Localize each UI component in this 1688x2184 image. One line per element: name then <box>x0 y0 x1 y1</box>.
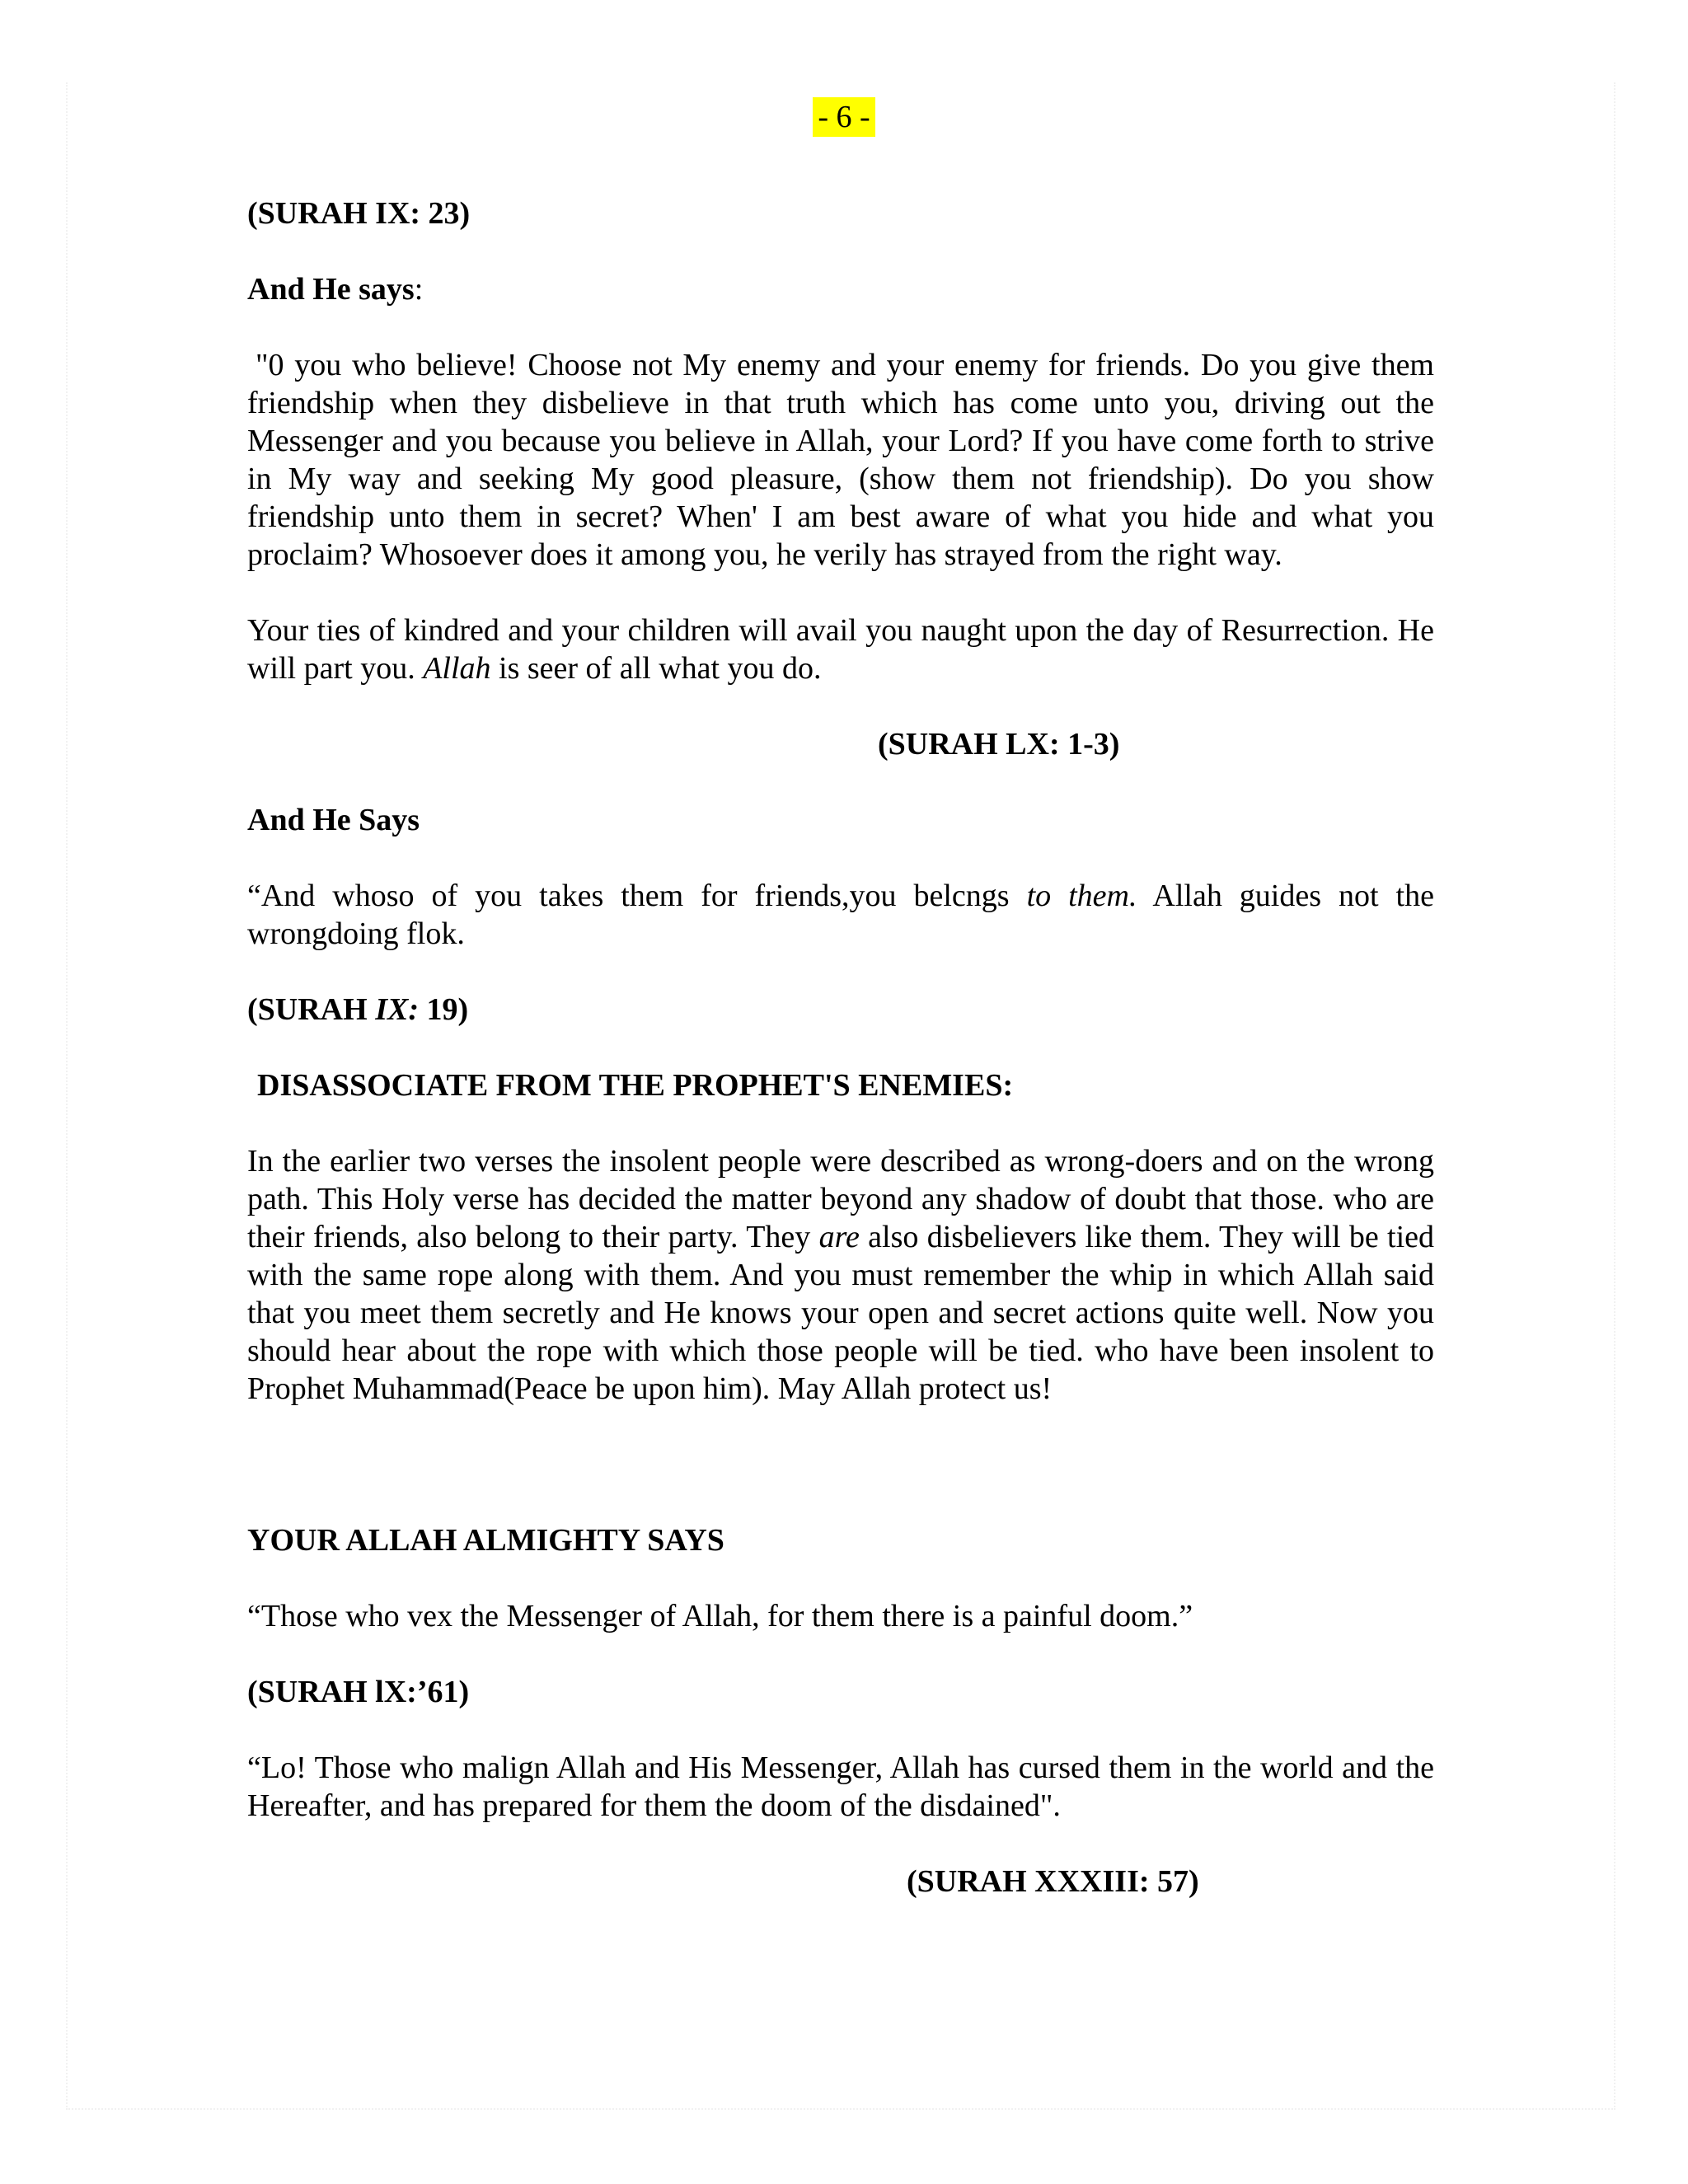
ref-3-start: (SURAH <box>247 992 376 1027</box>
intro-colon: : <box>414 272 424 307</box>
explanation-text-end: also disbelievers like them. They will be tied with the same rope along with them. And you must remember the whip in which Allah said that you meet them secretly and He knows your open and secret actions quite well. Now you should hear about the rope with which those people will be tied. who have been insolent to Prophet Muhammad(Peace be upon him). May Allah protect us! <box>247 1220 1434 1406</box>
surah-reference-1: (SURAH IX: 23) <box>247 196 471 231</box>
intro-label: And He says <box>247 272 415 307</box>
quote-paragraph-4: “Those who vex the Messenger of Allah, for them there is a painful doom.” <box>247 1599 1193 1633</box>
quote-paragraph-1: "0 you who believe! Choose not My enemy and your enemy for friends. Do you give them friendship when they disbelieve in that truth which has come unto you, driving out the Messenger and you because you believe in Allah, your Lord? If you have come forth to strive in My way and seeking My good pleasure, (show them not friendship). Do you show friendship unto them in secret? When' I am best aware of what you hide and what you proclaim? Whosoever does it among you, he verily has strayed from the right way. <box>247 348 1434 572</box>
page-number-container <box>0 97 1688 137</box>
quote-3-text-end: Allah guides not the wrongdoing flok. <box>247 879 1434 951</box>
explanation-paragraph <box>247 1142 1434 1408</box>
page-number: - 6 - <box>813 97 874 137</box>
section-heading-disassociate: DISASSOCIATE FROM THE PROPHET'S ENEMIES: <box>257 1068 1014 1103</box>
ref-3-end: 19) <box>418 992 469 1027</box>
quote-2-text-end: is seer of all what you do. <box>490 651 822 686</box>
intro-and-he-says <box>247 270 1434 308</box>
quote-paragraph-3 <box>247 877 1434 953</box>
document-body <box>247 194 1434 1900</box>
explanation-text-start: In the earlier two verses the insolent people were described as wrong-doers and on the wrong path. This Holy verse has decided the matter beyond any shadow of doubt that those. who are their friends, also belong to their party. They <box>247 1144 1434 1254</box>
quote-paragraph-5: “Lo! Those who malign Allah and His Messenger, Allah has cursed them in the world and the Hereafter, and has prepared for them the doom of the disdained". <box>247 1750 1434 1823</box>
intro-and-he-says-2: And He Says <box>247 803 420 837</box>
ref-3-italic: IX: <box>375 992 419 1027</box>
explanation-italic: are <box>818 1220 860 1254</box>
surah-reference-3 <box>247 991 1434 1029</box>
quote-2-italic: Allah <box>423 651 491 686</box>
section-heading-allah-says: YOUR ALLAH ALMIGHTY SAYS <box>247 1523 724 1558</box>
surah-reference-4: (SURAH lX:’61) <box>247 1675 470 1709</box>
quote-paragraph-2 <box>247 612 1434 687</box>
quote-3-text-start: “And whoso of you takes them for friends,you belcngs <box>247 879 1027 913</box>
surah-reference-5: (SURAH XXXIII: 57) <box>907 1864 1199 1899</box>
quote-2-text-start: Your ties of kindred and your children will avail you naught upon the day of Resurrection. He will part you. <box>247 613 1434 686</box>
quote-3-italic: to them. <box>1026 879 1137 913</box>
surah-reference-2: (SURAH LX: 1-3) <box>878 727 1120 762</box>
